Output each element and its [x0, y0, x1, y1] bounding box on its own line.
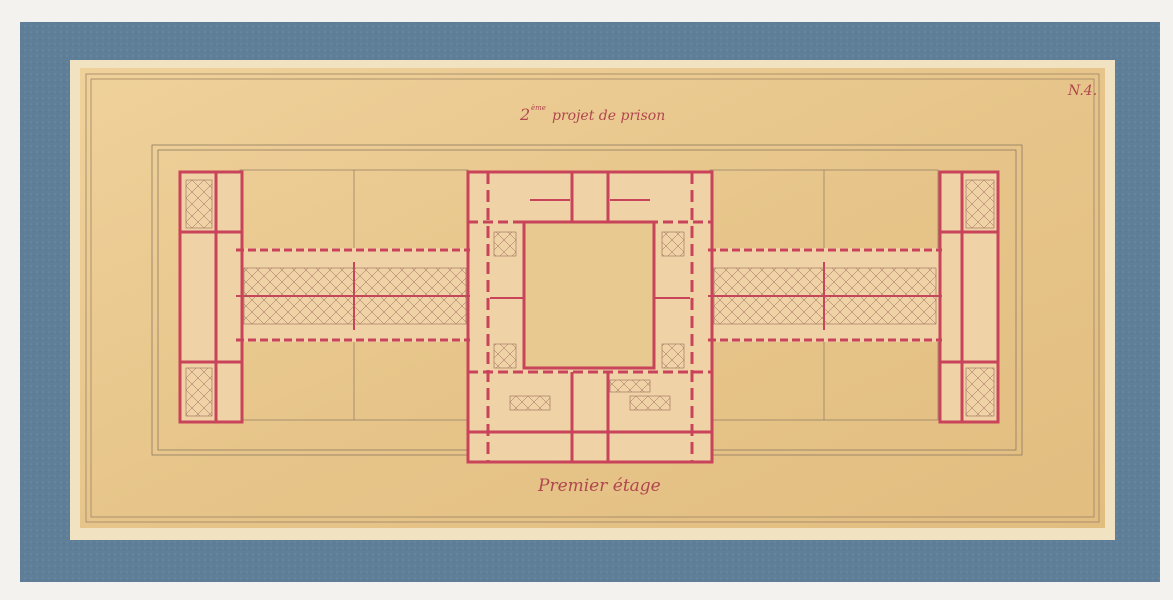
floor-caption: Premier étage: [538, 476, 661, 496]
right-wing-cells-row: [714, 268, 936, 324]
title-text: projet de prison: [552, 108, 666, 124]
left-wing-cells-row: [244, 268, 466, 324]
sheet-number: N.4.: [1068, 83, 1098, 99]
title-superscript: ème: [531, 104, 546, 112]
title-prefix: 2: [520, 105, 531, 124]
